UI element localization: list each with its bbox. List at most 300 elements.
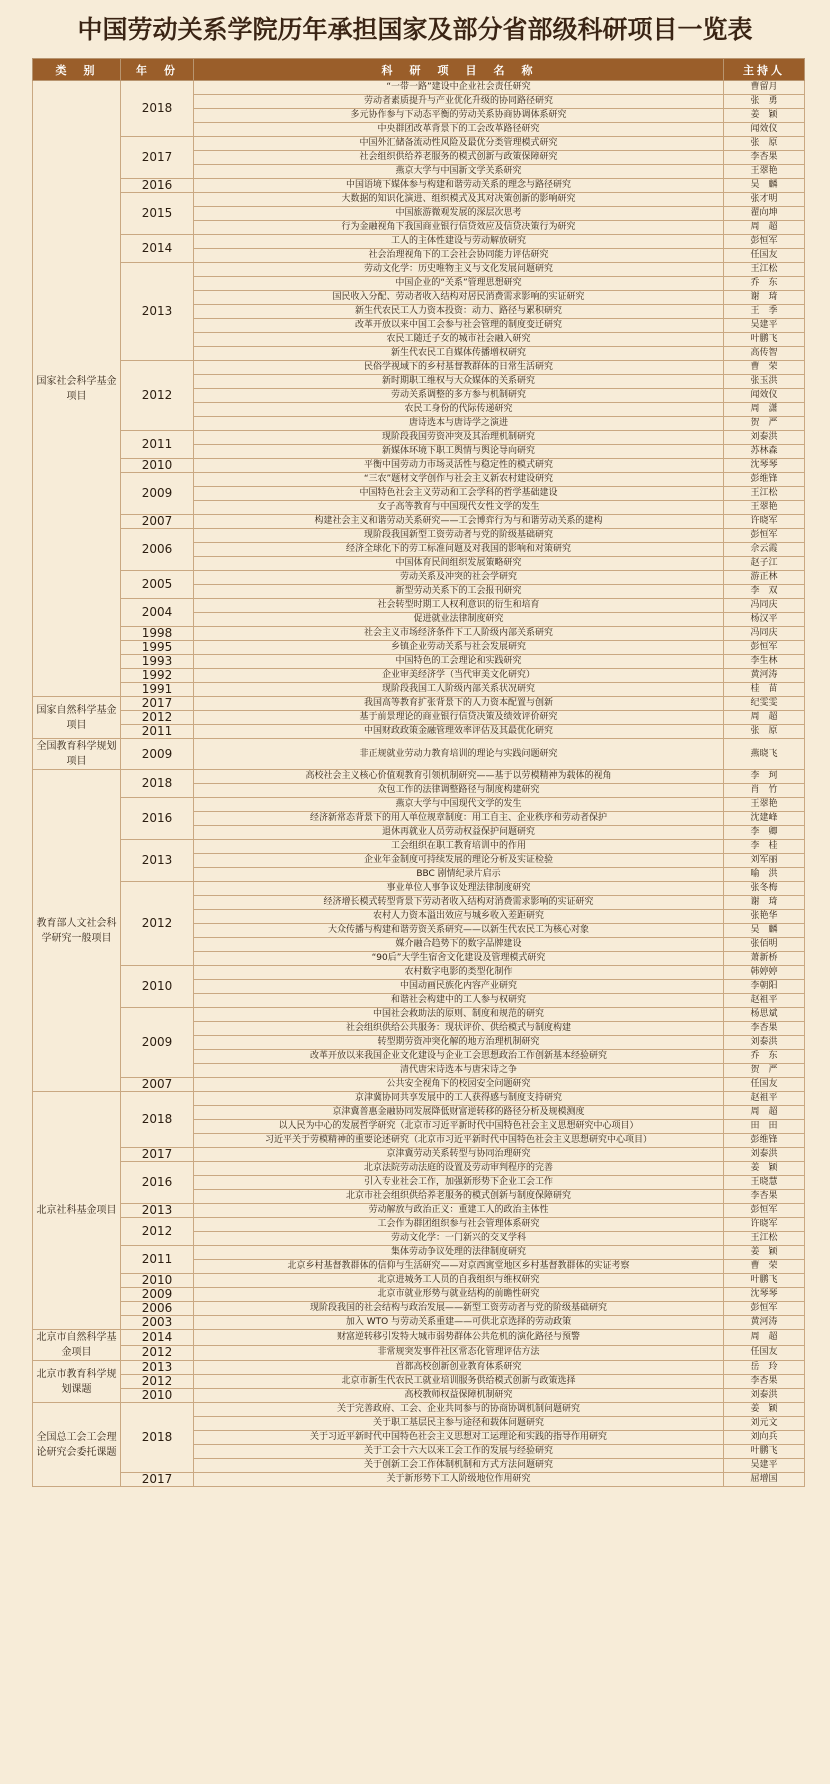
table-row xyxy=(33,571,805,585)
host-cell: 许晓军 xyxy=(724,1218,805,1232)
host-cell: 李 双 xyxy=(724,585,805,599)
host-cell: 叶鹏飞 xyxy=(724,1445,805,1459)
project-name-cell: 关于习近平新时代中国特色社会主义思想对工运理论和实践的指导作用研究 xyxy=(194,1431,724,1445)
host-cell: 彭恒军 xyxy=(724,235,805,249)
table-row xyxy=(33,770,805,784)
project-name-cell: 非正规就业劳动力教育培训的理论与实践问题研究 xyxy=(194,739,724,770)
host-cell: 刘泰洪 xyxy=(724,1389,805,1403)
host-cell: 刘泰洪 xyxy=(724,1036,805,1050)
table-row xyxy=(33,473,805,487)
project-name-cell: 中国外汇储备流动性风险及最优分类管理模式研究 xyxy=(194,137,724,151)
project-name-cell: 高校社会主义核心价值观教育引领机制研究——基于以劳模精神为载体的视角 xyxy=(194,770,724,784)
table-row xyxy=(33,137,805,151)
project-name-cell: 新生代农民工自媒体传播增权研究 xyxy=(194,347,724,361)
project-name-cell: 大数据的知识化演进、组织模式及其对决策创新的影响研究 xyxy=(194,193,724,207)
host-cell: 彭恒军 xyxy=(724,529,805,543)
project-name-cell: 农民工随迁子女的城市社会融入研究 xyxy=(194,333,724,347)
host-cell: 岳 玲 xyxy=(724,1361,805,1375)
host-cell: 周 潇 xyxy=(724,403,805,417)
table-row xyxy=(33,1246,805,1260)
project-name-cell: 农村人力资本溢出效应与城乡收入差距研究 xyxy=(194,910,724,924)
host-cell: 刘泰洪 xyxy=(724,1148,805,1162)
host-cell: 李 卿 xyxy=(724,826,805,840)
project-name-cell: 民俗学视域下的乡村基督教群体的日常生活研究 xyxy=(194,361,724,375)
table-row xyxy=(33,1361,805,1375)
year-cell: 2011 xyxy=(121,431,194,459)
project-name-cell: 高校教师权益保障机制研究 xyxy=(194,1389,724,1403)
table-row xyxy=(33,641,805,655)
project-name-cell: 首都高校创新创业教育体系研究 xyxy=(194,1361,724,1375)
host-cell: 刘元文 xyxy=(724,1417,805,1431)
year-cell: 2016 xyxy=(121,798,194,840)
table-row xyxy=(33,1274,805,1288)
host-cell: 谢 琦 xyxy=(724,896,805,910)
project-name-cell: 转型期劳资冲突化解的地方治理机制研究 xyxy=(194,1036,724,1050)
host-cell: 李杏果 xyxy=(724,1375,805,1389)
host-cell: 周 超 xyxy=(724,1330,805,1346)
table-row xyxy=(33,683,805,697)
host-cell: 韩婷婷 xyxy=(724,966,805,980)
year-cell: 2014 xyxy=(121,1330,194,1346)
host-cell: 吴建平 xyxy=(724,1459,805,1473)
project-name-cell: 农民工身份的代际传递研究 xyxy=(194,403,724,417)
host-cell: 周 超 xyxy=(724,221,805,235)
host-cell: 姜 颖 xyxy=(724,1162,805,1176)
host-cell: 燕晓飞 xyxy=(724,739,805,770)
project-name-cell: 中国特色社会主义劳动和工会学科的哲学基础建设 xyxy=(194,487,724,501)
host-cell: 任国友 xyxy=(724,249,805,263)
host-cell: 萧新桥 xyxy=(724,952,805,966)
project-name-cell: 劳动关系调整的多方参与机制研究 xyxy=(194,389,724,403)
project-name-cell: 众包工作的法律调整路径与制度构建研究 xyxy=(194,784,724,798)
table-row xyxy=(33,1330,805,1346)
project-name-cell: 中国动画民族化内容产业研究 xyxy=(194,980,724,994)
host-cell: 张 原 xyxy=(724,137,805,151)
project-name-cell: 构建社会主义和谐劳动关系研究——工会博弈行为与和谐劳动关系的建构 xyxy=(194,515,724,529)
year-cell: 2010 xyxy=(121,1389,194,1403)
project-name-cell: 大众传播与构建和谐劳资关系研究——以新生代农民工为核心对象 xyxy=(194,924,724,938)
project-name-cell: 社会组织供给公共服务：现状评价、供给模式与制度构建 xyxy=(194,1022,724,1036)
host-cell: 姜 颖 xyxy=(724,1403,805,1417)
year-cell: 2006 xyxy=(121,1302,194,1316)
project-name-cell: 中国财政政策金融管理效率评估及其最优化研究 xyxy=(194,725,724,739)
year-cell: 2012 xyxy=(121,1218,194,1246)
project-name-cell: 现阶段我国劳资冲突及其治理机制研究 xyxy=(194,431,724,445)
project-name-cell: 燕京大学与中国新文学关系研究 xyxy=(194,165,724,179)
host-cell: 沈琴琴 xyxy=(724,1288,805,1302)
table-row xyxy=(33,739,805,770)
host-cell: 姜 颖 xyxy=(724,1246,805,1260)
project-name-cell: 和谐社会构建中的工人参与权研究 xyxy=(194,994,724,1008)
host-cell: 谢 琦 xyxy=(724,291,805,305)
host-cell: 王江松 xyxy=(724,487,805,501)
project-name-cell: 关于职工基层民主参与途径和载体问题研究 xyxy=(194,1417,724,1431)
project-name-cell: 北京进城务工人员的自我组织与维权研究 xyxy=(194,1274,724,1288)
table-row xyxy=(33,1473,805,1487)
host-cell: 沈琴琴 xyxy=(724,459,805,473)
host-cell: 刘泰洪 xyxy=(724,431,805,445)
host-cell: 贺 严 xyxy=(724,1064,805,1078)
host-cell: 苏林森 xyxy=(724,445,805,459)
project-name-cell: 改革开放以来我国企业文化建设与企业工会思想政治工作创新基本经验研究 xyxy=(194,1050,724,1064)
host-cell: 黄河涛 xyxy=(724,1316,805,1330)
year-cell: 2017 xyxy=(121,697,194,711)
table-row xyxy=(33,263,805,277)
project-name-cell: 劳动文化学：一门新兴的交叉学科 xyxy=(194,1232,724,1246)
host-cell: 王 季 xyxy=(724,305,805,319)
year-cell: 2011 xyxy=(121,725,194,739)
year-cell: 2012 xyxy=(121,1375,194,1389)
host-cell: 姜 颖 xyxy=(724,109,805,123)
host-cell: 彭维锋 xyxy=(724,473,805,487)
project-name-cell: 新生代农民工人力资本投资：动力、路径与累积研究 xyxy=(194,305,724,319)
project-name-cell: 现阶段我国新型工资劳动者与党的阶级基础研究 xyxy=(194,529,724,543)
year-cell: 2009 xyxy=(121,739,194,770)
host-cell: 叶鹏飞 xyxy=(724,333,805,347)
host-cell: 李生林 xyxy=(724,655,805,669)
projects-table xyxy=(32,58,805,1487)
project-name-cell: 加入 WTO 与劳动关系重建——可供北京选择的劳动政策 xyxy=(194,1316,724,1330)
project-name-cell: 现阶段我国的社会结构与政治发展——新型工资劳动者与党的阶级基础研究 xyxy=(194,1302,724,1316)
project-name-cell: “一带一路”建设中企业社会责任研究 xyxy=(194,81,724,95)
table-row xyxy=(33,798,805,812)
table-row xyxy=(33,235,805,249)
project-name-cell: 引入专业社会工作，加强新形势下企业工会工作 xyxy=(194,1176,724,1190)
year-cell: 2012 xyxy=(121,711,194,725)
host-cell: 张艳华 xyxy=(724,910,805,924)
project-name-cell: 劳动者素质提升与产业优化升级的协同路径研究 xyxy=(194,95,724,109)
host-cell: 彭恒军 xyxy=(724,1302,805,1316)
host-cell: 翟向坤 xyxy=(724,207,805,221)
host-cell: 纪雯雯 xyxy=(724,697,805,711)
year-cell: 2018 xyxy=(121,81,194,137)
host-cell: 屈增国 xyxy=(724,1473,805,1487)
year-cell: 2016 xyxy=(121,179,194,193)
year-cell: 2012 xyxy=(121,1345,194,1361)
host-cell: 周 超 xyxy=(724,711,805,725)
project-name-cell: 我国高等教育扩张背景下的人力资本配置与创新 xyxy=(194,697,724,711)
host-cell: 冯同庆 xyxy=(724,627,805,641)
table-row xyxy=(33,459,805,473)
host-cell: 高传智 xyxy=(724,347,805,361)
host-cell: 张冬梅 xyxy=(724,882,805,896)
project-name-cell: “90后”大学生宿舍文化建设及管理模式研究 xyxy=(194,952,724,966)
table-row xyxy=(33,1316,805,1330)
year-cell: 2015 xyxy=(121,193,194,235)
year-cell: 2016 xyxy=(121,1162,194,1204)
header-project: 科 研 项 目 名 称 xyxy=(194,59,724,81)
table-row xyxy=(33,1403,805,1417)
host-cell: 佘云霞 xyxy=(724,543,805,557)
host-cell: 曹留月 xyxy=(724,81,805,95)
project-name-cell: 集体劳动争议处理的法律制度研究 xyxy=(194,1246,724,1260)
year-cell: 1995 xyxy=(121,641,194,655)
table-row xyxy=(33,1218,805,1232)
project-name-cell: 劳动文化学：历史唯物主义与文化发展问题研究 xyxy=(194,263,724,277)
category-cell: 全国教育科学规划项目 xyxy=(33,739,121,770)
table-body xyxy=(33,81,805,1487)
category-cell: 北京市教育科学规划课题 xyxy=(33,1361,121,1403)
host-cell: 杨思斌 xyxy=(724,1008,805,1022)
year-cell: 2010 xyxy=(121,459,194,473)
host-cell: 李 珂 xyxy=(724,770,805,784)
year-cell: 2013 xyxy=(121,1361,194,1375)
header-year: 年 份 xyxy=(121,59,194,81)
project-name-cell: 工人的主体性建设与劳动解放研究 xyxy=(194,235,724,249)
host-cell: 贺 严 xyxy=(724,417,805,431)
year-cell: 1992 xyxy=(121,669,194,683)
host-cell: 彭维锋 xyxy=(724,1134,805,1148)
project-name-cell: 京津冀普惠金融协同发展降低财富逆转移的路径分析及规模测度 xyxy=(194,1106,724,1120)
project-name-cell: 非常规突发事件社区常态化管理评估方法 xyxy=(194,1345,724,1361)
year-cell: 2010 xyxy=(121,1274,194,1288)
host-cell: 闻效仪 xyxy=(724,123,805,137)
category-cell: 全国总工会工会理论研究会委托课题 xyxy=(33,1403,121,1487)
project-name-cell: 劳动解放与政治正义：重建工人的政治主体性 xyxy=(194,1204,724,1218)
project-name-cell: 多元协作参与下动态平衡的劳动关系协商协调体系研究 xyxy=(194,109,724,123)
project-name-cell: 社会组织供给养老服务的模式创新与政策保障研究 xyxy=(194,151,724,165)
table-row xyxy=(33,840,805,854)
project-name-cell: 中国语境下媒体参与构建和谐劳动关系的理念与路径研究 xyxy=(194,179,724,193)
project-name-cell: “三农”题材文学创作与社会主义新农村建设研究 xyxy=(194,473,724,487)
host-cell: 喻 洪 xyxy=(724,868,805,882)
table-row xyxy=(33,1345,805,1361)
project-name-cell: 公共安全视角下的校园安全问题研究 xyxy=(194,1078,724,1092)
host-cell: 赵祖平 xyxy=(724,994,805,1008)
project-name-cell: 社会治理视角下的工会社会协同能力评估研究 xyxy=(194,249,724,263)
host-cell: 黄河涛 xyxy=(724,669,805,683)
project-name-cell: 唐诗选本与唐诗学之演进 xyxy=(194,417,724,431)
project-name-cell: 北京市新生代农民工就业培训服务供给模式创新与政策选择 xyxy=(194,1375,724,1389)
project-name-cell: 社会主义市场经济条件下工人阶级内部关系研究 xyxy=(194,627,724,641)
host-cell: 王晓慧 xyxy=(724,1176,805,1190)
project-name-cell: 新型劳动关系下的工会报刊研究 xyxy=(194,585,724,599)
page-title: 中国劳动关系学院历年承担国家及部分省部级科研项目一览表 xyxy=(77,15,753,44)
host-cell: 乔 东 xyxy=(724,1050,805,1064)
year-cell: 2017 xyxy=(121,1473,194,1487)
host-cell: 叶鹏飞 xyxy=(724,1274,805,1288)
project-name-cell: 北京乡村基督教群体的信仰与生活研究——对京西寓堂地区乡村基督教群体的实证考察 xyxy=(194,1260,724,1274)
project-name-cell: 习近平关于劳模精神的重要论述研究（北京市习近平新时代中国特色社会主义思想研究中心项目） xyxy=(194,1134,724,1148)
year-cell: 1993 xyxy=(121,655,194,669)
host-cell: 李杏果 xyxy=(724,1022,805,1036)
project-name-cell: 关于创新工会工作体制机制和方式方法问题研究 xyxy=(194,1459,724,1473)
project-name-cell: 平衡中国劳动力市场灵活性与稳定性的模式研究 xyxy=(194,459,724,473)
project-name-cell: 基于前景理论的商业银行信贷决策及绩效评价研究 xyxy=(194,711,724,725)
host-cell: 乔 东 xyxy=(724,277,805,291)
table-row xyxy=(33,627,805,641)
category-cell: 国家自然科学基金项目 xyxy=(33,697,121,739)
project-name-cell: 经济全球化下的劳工标准问题及对我国的影响和对策研究 xyxy=(194,543,724,557)
category-cell: 北京市自然科学基金项目 xyxy=(33,1330,121,1361)
year-cell: 2009 xyxy=(121,1288,194,1302)
year-cell: 2011 xyxy=(121,1246,194,1274)
table-row xyxy=(33,966,805,980)
host-cell: 田 田 xyxy=(724,1120,805,1134)
project-name-cell: 京津冀劳动关系转型与协同治理研究 xyxy=(194,1148,724,1162)
host-cell: 游正林 xyxy=(724,571,805,585)
project-name-cell: 中国企业的“关系”管理思想研究 xyxy=(194,277,724,291)
year-cell: 2007 xyxy=(121,515,194,529)
table-row xyxy=(33,179,805,193)
table-row xyxy=(33,1389,805,1403)
project-name-cell: 中央群团改革背景下的工会改革路径研究 xyxy=(194,123,724,137)
host-cell: 闻效仪 xyxy=(724,389,805,403)
table-row xyxy=(33,655,805,669)
host-cell: 许晓军 xyxy=(724,515,805,529)
host-cell: 任国友 xyxy=(724,1345,805,1361)
project-name-cell: 企业年金制度可持续发展的理论分析及实证检验 xyxy=(194,854,724,868)
host-cell: 张佰明 xyxy=(724,938,805,952)
host-cell: 彭恒军 xyxy=(724,1204,805,1218)
host-cell: 刘向兵 xyxy=(724,1431,805,1445)
year-cell: 2012 xyxy=(121,882,194,966)
project-name-cell: 新媒体环境下职工舆情与舆论导向研究 xyxy=(194,445,724,459)
project-name-cell: 女子高等教育与中国现代女性文学的发生 xyxy=(194,501,724,515)
host-cell: 曹 荣 xyxy=(724,1260,805,1274)
project-name-cell: 中国旅游微观发展的深层次思考 xyxy=(194,207,724,221)
year-cell: 1998 xyxy=(121,627,194,641)
table-row xyxy=(33,1078,805,1092)
project-name-cell: 社会转型时期工人权利意识的衍生和培育 xyxy=(194,599,724,613)
table-row xyxy=(33,515,805,529)
year-cell: 2018 xyxy=(121,1092,194,1148)
host-cell: 赵子江 xyxy=(724,557,805,571)
year-cell: 2018 xyxy=(121,770,194,798)
project-name-cell: 经济新常态背景下的用人单位规章制度：用工自主、企业秩序和劳动者保护 xyxy=(194,812,724,826)
year-cell: 2017 xyxy=(121,137,194,179)
table-row xyxy=(33,81,805,95)
host-cell: 张 原 xyxy=(724,725,805,739)
table-row xyxy=(33,882,805,896)
table-row xyxy=(33,1162,805,1176)
year-cell: 2017 xyxy=(121,1148,194,1162)
project-name-cell: 事业单位人事争议处理法律制度研究 xyxy=(194,882,724,896)
table-row xyxy=(33,529,805,543)
project-name-cell: 现阶段我国工人阶级内部关系状况研究 xyxy=(194,683,724,697)
host-cell: 吴建平 xyxy=(724,319,805,333)
table-row xyxy=(33,697,805,711)
host-cell: 王江松 xyxy=(724,263,805,277)
year-cell: 2005 xyxy=(121,571,194,599)
host-cell: 王江松 xyxy=(724,1232,805,1246)
project-name-cell: 燕京大学与中国现代文学的发生 xyxy=(194,798,724,812)
project-name-cell: 改革开放以来中国工会参与社会管理的制度变迁研究 xyxy=(194,319,724,333)
host-cell: 桂 苗 xyxy=(724,683,805,697)
year-cell: 2013 xyxy=(121,263,194,361)
project-name-cell: 北京法院劳动法庭的设置及劳动审判程序的完善 xyxy=(194,1162,724,1176)
year-cell: 2003 xyxy=(121,1316,194,1330)
project-name-cell: 经济增长模式转型背景下劳动者收入结构对消费需求影响的实证研究 xyxy=(194,896,724,910)
host-cell: 吴 麟 xyxy=(724,179,805,193)
host-cell: 王翠艳 xyxy=(724,501,805,515)
year-cell: 2009 xyxy=(121,1008,194,1078)
project-name-cell: 关于新形势下工人阶级地位作用研究 xyxy=(194,1473,724,1487)
host-cell: 任国友 xyxy=(724,1078,805,1092)
header-category: 类 别 xyxy=(33,59,121,81)
project-name-cell: 关于完善政府、工会、企业共同参与的协商协调机制问题研究 xyxy=(194,1403,724,1417)
project-name-cell: 促进就业法律制度研究 xyxy=(194,613,724,627)
project-name-cell: 新时期职工维权与大众媒体的关系研究 xyxy=(194,375,724,389)
project-name-cell: 行为金融视角下我国商业银行信贷效应及信贷决策行为研究 xyxy=(194,221,724,235)
year-cell: 2009 xyxy=(121,473,194,515)
host-cell: 彭恒军 xyxy=(724,641,805,655)
project-name-cell: 媒介融合趋势下的数字品牌建设 xyxy=(194,938,724,952)
project-name-cell: 国民收入分配、劳动者收入结构对居民消费需求影响的实证研究 xyxy=(194,291,724,305)
year-cell: 1991 xyxy=(121,683,194,697)
host-cell: 李朝阳 xyxy=(724,980,805,994)
host-cell: 李 桂 xyxy=(724,840,805,854)
project-name-cell: 工会作为群团组织参与社会管理体系研究 xyxy=(194,1218,724,1232)
year-cell: 2004 xyxy=(121,599,194,627)
project-name-cell: 中国社会救助法的原则、制度和规范的研究 xyxy=(194,1008,724,1022)
project-name-cell: 京津冀协同共享发展中的工人获得感与制度支持研究 xyxy=(194,1092,724,1106)
year-cell: 2014 xyxy=(121,235,194,263)
year-cell: 2013 xyxy=(121,1204,194,1218)
host-cell: 李杏果 xyxy=(724,1190,805,1204)
year-cell: 2013 xyxy=(121,840,194,882)
project-name-cell: 中国特色的工会理论和实践研究 xyxy=(194,655,724,669)
table-row xyxy=(33,711,805,725)
category-cell: 国家社会科学基金项目 xyxy=(33,81,121,697)
project-name-cell: 企业审美经济学（当代审美文化研究） xyxy=(194,669,724,683)
table-row xyxy=(33,1204,805,1218)
category-cell: 教育部人文社会科学研究一般项目 xyxy=(33,770,121,1092)
year-cell: 2006 xyxy=(121,529,194,571)
table-row xyxy=(33,1288,805,1302)
host-cell: 赵祖平 xyxy=(724,1092,805,1106)
host-cell: 王翠艳 xyxy=(724,165,805,179)
project-name-cell: 劳动关系及冲突的社会学研究 xyxy=(194,571,724,585)
project-name-cell: 关于工会十六大以来工会工作的发展与经验研究 xyxy=(194,1445,724,1459)
table-row xyxy=(33,431,805,445)
table-row xyxy=(33,1092,805,1106)
project-name-cell: 北京市就业形势与就业结构的前瞻性研究 xyxy=(194,1288,724,1302)
project-name-cell: 以人民为中心的发展哲学研究（北京市习近平新时代中国特色社会主义思想研究中心项目） xyxy=(194,1120,724,1134)
category-cell: 北京社科基金项目 xyxy=(33,1092,121,1330)
table-row xyxy=(33,725,805,739)
table-row xyxy=(33,599,805,613)
host-cell: 周 超 xyxy=(724,1106,805,1120)
host-cell: 冯同庆 xyxy=(724,599,805,613)
project-name-cell: 北京市社会组织供给养老服务的模式创新与制度保障研究 xyxy=(194,1190,724,1204)
host-cell: 吴 麟 xyxy=(724,924,805,938)
table-row xyxy=(33,669,805,683)
host-cell: 张 勇 xyxy=(724,95,805,109)
host-cell: 曹 荣 xyxy=(724,361,805,375)
host-cell: 张玉洪 xyxy=(724,375,805,389)
project-name-cell: 中国体育民间组织发展策略研究 xyxy=(194,557,724,571)
header-host: 主持人 xyxy=(724,59,805,81)
host-cell: 张才明 xyxy=(724,193,805,207)
year-cell: 2012 xyxy=(121,361,194,431)
table-row xyxy=(33,1302,805,1316)
table-row xyxy=(33,1148,805,1162)
table-row xyxy=(33,361,805,375)
project-name-cell: 工会组织在职工教育培训中的作用 xyxy=(194,840,724,854)
table-row xyxy=(33,193,805,207)
host-cell: 王翠艳 xyxy=(724,798,805,812)
project-name-cell: 乡镇企业劳动关系与社会发展研究 xyxy=(194,641,724,655)
table-row xyxy=(33,1008,805,1022)
host-cell: 肖 竹 xyxy=(724,784,805,798)
table-header-row xyxy=(33,59,805,81)
project-name-cell: 农村数字电影的类型化制作 xyxy=(194,966,724,980)
table-row xyxy=(33,1375,805,1389)
project-name-cell: 清代唐宋诗选本与唐宋诗之争 xyxy=(194,1064,724,1078)
host-cell: 沈建峰 xyxy=(724,812,805,826)
year-cell: 2010 xyxy=(121,966,194,1008)
